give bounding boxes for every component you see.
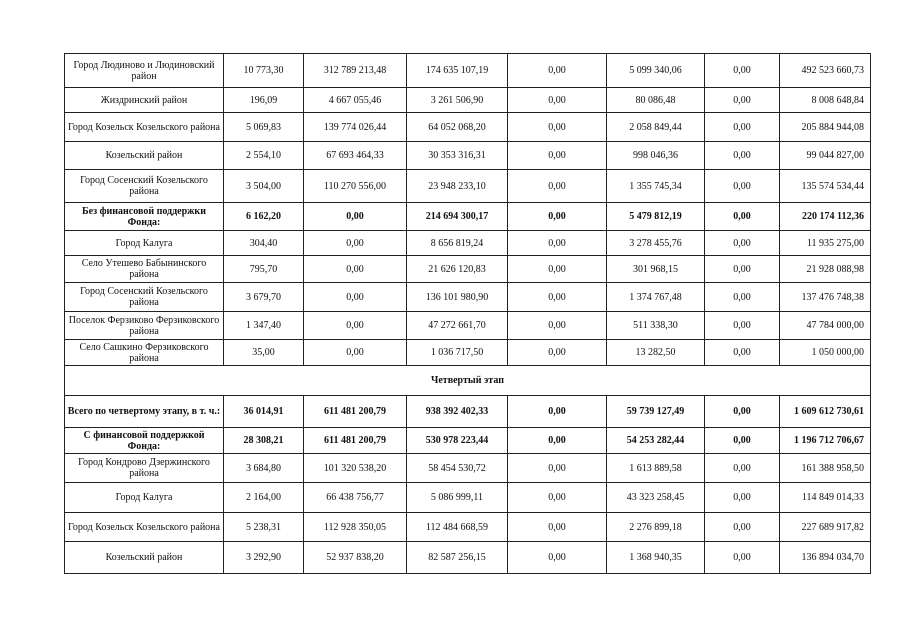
area-cell: 5 069,83: [224, 113, 304, 142]
table-row: [65, 428, 871, 454]
area-cell: 6 162,20: [224, 203, 304, 231]
other-cell: 0,00: [705, 203, 780, 231]
territory-name-cell: Село Сашкино Ферзиковского района: [65, 340, 224, 366]
territory-name-cell: Жиздринский район: [65, 88, 224, 113]
extra-funds-cell: 13 282,50: [607, 340, 705, 366]
area-cell: 3 684,80: [224, 454, 304, 483]
total-cost-cell: 21 928 088,98: [780, 256, 871, 283]
table-row: [65, 340, 871, 366]
extra-funds-cell: 80 086,48: [607, 88, 705, 113]
other-cell: 0,00: [705, 483, 780, 513]
regional-budget-cell: 530 978 223,44: [407, 428, 508, 454]
fund-amount-cell: 312 789 213,48: [304, 54, 407, 88]
extra-funds-cell: 5 479 812,19: [607, 203, 705, 231]
fund-amount-cell: 0,00: [304, 312, 407, 340]
other-cell: 0,00: [705, 454, 780, 483]
local-budget-cell: 0,00: [508, 428, 607, 454]
extra-funds-cell: 54 253 282,44: [607, 428, 705, 454]
section-header-group: [65, 366, 871, 396]
table-row: [65, 542, 871, 574]
fund-amount-cell: 611 481 200,79: [304, 428, 407, 454]
territory-name-cell: Город Калуга: [65, 231, 224, 256]
fund-amount-cell: 0,00: [304, 256, 407, 283]
regional-budget-cell: 1 036 717,50: [407, 340, 508, 366]
area-cell: 10 773,30: [224, 54, 304, 88]
section-title: Четвертый этап: [65, 366, 871, 396]
table-row: [65, 454, 871, 483]
table-row: [65, 283, 871, 312]
area-cell: 3 679,70: [224, 283, 304, 312]
area-cell: 1 347,40: [224, 312, 304, 340]
other-cell: 0,00: [705, 256, 780, 283]
local-budget-cell: 0,00: [508, 340, 607, 366]
table-row: [65, 483, 871, 513]
territory-name-cell: Без финансовой поддержки Фонда:: [65, 203, 224, 231]
territory-name-cell: Козельский район: [65, 142, 224, 170]
territory-name-cell: Козельский район: [65, 542, 224, 574]
territory-name-cell: Поселок Ферзиково Ферзиковского района: [65, 312, 224, 340]
other-cell: 0,00: [705, 54, 780, 88]
table-row: [65, 256, 871, 283]
total-cost-cell: 47 784 000,00: [780, 312, 871, 340]
regional-budget-cell: 174 635 107,19: [407, 54, 508, 88]
area-cell: 3 292,90: [224, 542, 304, 574]
local-budget-cell: 0,00: [508, 142, 607, 170]
total-cost-cell: 136 894 034,70: [780, 542, 871, 574]
extra-funds-cell: 2 276 899,18: [607, 513, 705, 542]
regional-budget-cell: 58 454 530,72: [407, 454, 508, 483]
area-cell: 5 238,31: [224, 513, 304, 542]
total-cost-cell: 8 008 648,84: [780, 88, 871, 113]
regional-budget-cell: 214 694 300,17: [407, 203, 508, 231]
fund-amount-cell: 66 438 756,77: [304, 483, 407, 513]
other-cell: 0,00: [705, 113, 780, 142]
local-budget-cell: 0,00: [508, 396, 607, 428]
table-row: [65, 170, 871, 203]
extra-funds-cell: 301 968,15: [607, 256, 705, 283]
regional-budget-cell: 112 484 668,59: [407, 513, 508, 542]
territory-name-cell: Город Кондрово Дзержинского района: [65, 454, 224, 483]
area-cell: 28 308,21: [224, 428, 304, 454]
regional-budget-cell: 938 392 402,33: [407, 396, 508, 428]
total-cost-cell: 227 689 917,82: [780, 513, 871, 542]
local-budget-cell: 0,00: [508, 170, 607, 203]
regional-budget-cell: 82 587 256,15: [407, 542, 508, 574]
area-cell: 3 504,00: [224, 170, 304, 203]
regional-budget-cell: 64 052 068,20: [407, 113, 508, 142]
extra-funds-cell: 1 613 889,58: [607, 454, 705, 483]
fund-amount-cell: 52 937 838,20: [304, 542, 407, 574]
local-budget-cell: 0,00: [508, 483, 607, 513]
extra-funds-cell: 511 338,30: [607, 312, 705, 340]
local-budget-cell: 0,00: [508, 113, 607, 142]
extra-funds-cell: 1 355 745,34: [607, 170, 705, 203]
local-budget-cell: 0,00: [508, 454, 607, 483]
extra-funds-cell: 43 323 258,45: [607, 483, 705, 513]
area-cell: 2 554,10: [224, 142, 304, 170]
fund-amount-cell: 0,00: [304, 231, 407, 256]
fund-amount-cell: 611 481 200,79: [304, 396, 407, 428]
fund-amount-cell: 112 928 350,05: [304, 513, 407, 542]
regional-budget-cell: 5 086 999,11: [407, 483, 508, 513]
table-body-part-a: [65, 54, 871, 366]
area-cell: 196,09: [224, 88, 304, 113]
fund-amount-cell: 0,00: [304, 283, 407, 312]
total-cost-cell: 492 523 660,73: [780, 54, 871, 88]
table-row: [65, 88, 871, 113]
total-cost-cell: 1 050 000,00: [780, 340, 871, 366]
other-cell: 0,00: [705, 283, 780, 312]
regional-budget-cell: 3 261 506,90: [407, 88, 508, 113]
table-row: [65, 231, 871, 256]
area-cell: 795,70: [224, 256, 304, 283]
table-row: [65, 513, 871, 542]
territory-name-cell: С финансовой поддержкой Фонда:: [65, 428, 224, 454]
area-cell: 36 014,91: [224, 396, 304, 428]
regional-budget-cell: 8 656 819,24: [407, 231, 508, 256]
fund-amount-cell: 67 693 464,33: [304, 142, 407, 170]
extra-funds-cell: 2 058 849,44: [607, 113, 705, 142]
total-cost-cell: 1 609 612 730,61: [780, 396, 871, 428]
housing-program-table: [64, 53, 871, 574]
table-body-part-b: [65, 396, 871, 574]
table-row: [65, 142, 871, 170]
other-cell: 0,00: [705, 542, 780, 574]
fund-amount-cell: 110 270 556,00: [304, 170, 407, 203]
territory-name-cell: Город Козельск Козельского района: [65, 113, 224, 142]
extra-funds-cell: 3 278 455,76: [607, 231, 705, 256]
territory-name-cell: Город Людиново и Людиновский район: [65, 54, 224, 88]
territory-name-cell: Город Калуга: [65, 483, 224, 513]
fund-amount-cell: 0,00: [304, 340, 407, 366]
territory-name-cell: Город Сосенский Козельского района: [65, 170, 224, 203]
regional-budget-cell: 23 948 233,10: [407, 170, 508, 203]
total-cost-cell: 220 174 112,36: [780, 203, 871, 231]
total-cost-cell: 205 884 944,08: [780, 113, 871, 142]
extra-funds-cell: 1 374 767,48: [607, 283, 705, 312]
table-row: [65, 54, 871, 88]
other-cell: 0,00: [705, 340, 780, 366]
fund-amount-cell: 139 774 026,44: [304, 113, 407, 142]
table-row: [65, 203, 871, 231]
other-cell: 0,00: [705, 88, 780, 113]
total-cost-cell: 161 388 958,50: [780, 454, 871, 483]
territory-name-cell: Город Козельск Козельского района: [65, 513, 224, 542]
fund-amount-cell: 4 667 055,46: [304, 88, 407, 113]
other-cell: 0,00: [705, 396, 780, 428]
area-cell: 35,00: [224, 340, 304, 366]
territory-name-cell: Всего по четвертому этапу, в т. ч.:: [65, 396, 224, 428]
regional-budget-cell: 136 101 980,90: [407, 283, 508, 312]
extra-funds-cell: 5 099 340,06: [607, 54, 705, 88]
territory-name-cell: Город Сосенский Козельского района: [65, 283, 224, 312]
fund-amount-cell: 0,00: [304, 203, 407, 231]
local-budget-cell: 0,00: [508, 88, 607, 113]
extra-funds-cell: 1 368 940,35: [607, 542, 705, 574]
regional-budget-cell: 47 272 661,70: [407, 312, 508, 340]
other-cell: 0,00: [705, 513, 780, 542]
section-row: [65, 366, 871, 396]
area-cell: 304,40: [224, 231, 304, 256]
total-cost-cell: 114 849 014,33: [780, 483, 871, 513]
extra-funds-cell: 59 739 127,49: [607, 396, 705, 428]
table-row: [65, 113, 871, 142]
fund-amount-cell: 101 320 538,20: [304, 454, 407, 483]
local-budget-cell: 0,00: [508, 283, 607, 312]
other-cell: 0,00: [705, 142, 780, 170]
local-budget-cell: 0,00: [508, 54, 607, 88]
extra-funds-cell: 998 046,36: [607, 142, 705, 170]
total-cost-cell: 11 935 275,00: [780, 231, 871, 256]
local-budget-cell: 0,00: [508, 231, 607, 256]
territory-name-cell: Село Утешево Бабынинского района: [65, 256, 224, 283]
local-budget-cell: 0,00: [508, 312, 607, 340]
local-budget-cell: 0,00: [508, 256, 607, 283]
table-row: [65, 312, 871, 340]
total-cost-cell: 1 196 712 706,67: [780, 428, 871, 454]
total-cost-cell: 137 476 748,38: [780, 283, 871, 312]
other-cell: 0,00: [705, 170, 780, 203]
other-cell: 0,00: [705, 231, 780, 256]
total-cost-cell: 99 044 827,00: [780, 142, 871, 170]
other-cell: 0,00: [705, 312, 780, 340]
local-budget-cell: 0,00: [508, 513, 607, 542]
total-cost-cell: 135 574 534,44: [780, 170, 871, 203]
table-row: [65, 396, 871, 428]
regional-budget-cell: 30 353 316,31: [407, 142, 508, 170]
local-budget-cell: 0,00: [508, 542, 607, 574]
area-cell: 2 164,00: [224, 483, 304, 513]
other-cell: 0,00: [705, 428, 780, 454]
local-budget-cell: 0,00: [508, 203, 607, 231]
regional-budget-cell: 21 626 120,83: [407, 256, 508, 283]
